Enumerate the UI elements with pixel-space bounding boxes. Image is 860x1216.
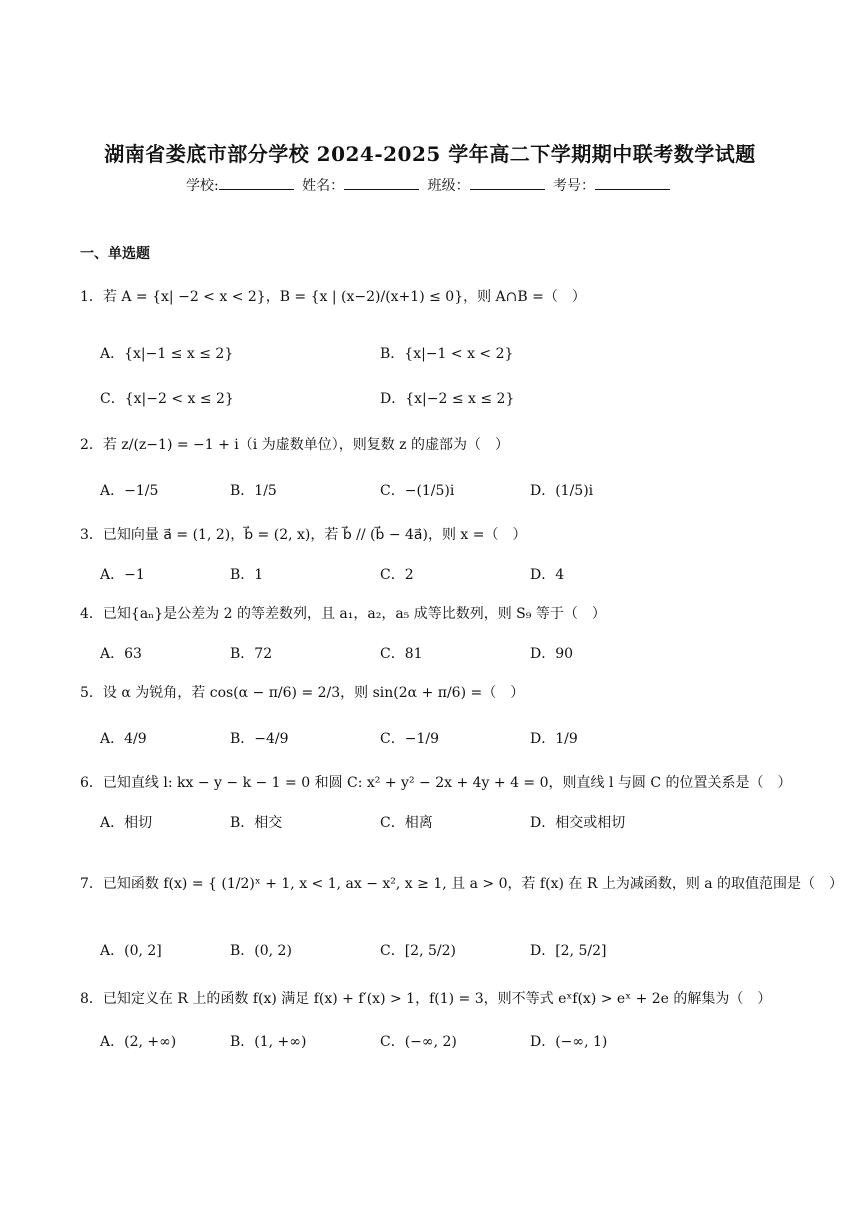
- question-5-number: 5．: [80, 685, 103, 701]
- q4-option-d: D．90: [530, 646, 574, 662]
- field-class-label: 班级：: [427, 178, 470, 194]
- question-6-number: 6．: [80, 775, 103, 791]
- question-8-number: 8．: [80, 991, 103, 1007]
- q2-option-c: C．−(1/5)i: [380, 483, 455, 499]
- section-title: 一、单选题: [80, 246, 150, 262]
- field-class-blank: [470, 177, 545, 190]
- q7-option-c: C．[2, 5/2): [380, 943, 456, 959]
- question-3: [80, 524, 527, 544]
- field-name-label: 姓名：: [302, 178, 345, 194]
- q6-option-c: C．相离: [380, 815, 433, 831]
- field-school-blank: [219, 177, 294, 190]
- q8-option-d: D．(−∞, 1): [530, 1034, 608, 1050]
- question-4-number: 4．: [80, 606, 103, 622]
- question-4-stem: 已知{aₙ}是公差为 2 的等差数列，且 a₁，a₂，a₅ 成等比数列，则 S₉ 等于（ ）: [102, 606, 606, 622]
- q7-option-d: D．[2, 5/2]: [530, 943, 607, 959]
- q8-option-c: C．(−∞, 2): [380, 1034, 457, 1050]
- q4-option-a: A．63: [100, 646, 142, 662]
- q4-option-b: B．72: [230, 646, 273, 662]
- student-info-line: [0, 175, 860, 195]
- q2-option-d: D．(1/5)i: [530, 483, 594, 499]
- question-5: [80, 682, 524, 702]
- q1-option-a: A．{x|−1 ≤ x ≤ 2}: [100, 346, 234, 362]
- q6-option-b: B．相交: [230, 815, 283, 831]
- question-1-stem: 若 A = {x| −2 < x < 2}，B = {x | (x−2)/(x+1) ≤ 0}，则 A∩B =（ ）: [102, 289, 586, 305]
- q7-option-b: B．(0, 2): [230, 943, 292, 959]
- field-name-blank: [344, 177, 419, 190]
- field-exam-number-label: 考号：: [553, 178, 596, 194]
- q3-option-d: D．4: [530, 567, 565, 583]
- question-8-stem: 已知定义在 R 上的函数 f(x) 满足 f(x) + f′(x) > 1，f(1) = 3，则不等式 eˣf(x) > eˣ + 2e 的解集为（ ）: [102, 991, 772, 1007]
- q7-option-a: A．(0, 2]: [100, 943, 162, 959]
- question-3-number: 3．: [80, 527, 103, 543]
- q2-option-a: A．−1/5: [100, 483, 159, 499]
- question-8: [80, 988, 771, 1008]
- q2-option-b: B．1/5: [230, 483, 277, 499]
- q4-option-c: C．81: [380, 646, 423, 662]
- field-exam-number-blank: [595, 177, 670, 190]
- question-3-stem: 已知向量 a⃗ = (1, 2)，b⃗ = (2, x)，若 b⃗ // (b⃗ − 4a⃗)，则 x =（ ）: [102, 527, 527, 543]
- q5-option-a: A．4/9: [100, 731, 147, 747]
- question-7: [80, 873, 843, 893]
- question-2-number: 2．: [80, 437, 103, 453]
- q6-option-a: A．相切: [100, 815, 153, 831]
- q5-option-c: C．−1/9: [380, 731, 439, 747]
- q3-option-b: B．1: [230, 567, 264, 583]
- field-school-label: 学校:: [185, 178, 219, 194]
- question-6-stem: 已知直线 l: kx − y − k − 1 = 0 和圆 C: x² + y² − 2x + 4y + 4 = 0，则直线 l 与圆 C 的位置关系是（ ）: [102, 775, 792, 791]
- question-4: [80, 603, 606, 623]
- q5-option-b: B．−4/9: [230, 731, 289, 747]
- q6-option-d: D．相交或相切: [530, 815, 626, 831]
- q3-option-a: A．−1: [100, 567, 145, 583]
- page-title: 湖南省娄底市部分学校 2024-2025 学年高二下学期期中联考数学试题: [104, 142, 756, 166]
- q8-option-a: A．(2, +∞): [100, 1034, 177, 1050]
- question-5-stem: 设 α 为锐角，若 cos(α − π/6) = 2/3，则 sin(2α + π/6) =（ ）: [102, 685, 525, 701]
- q1-option-b: B．{x|−1 < x < 2}: [380, 346, 514, 362]
- question-2: [80, 434, 509, 454]
- question-1: [80, 286, 586, 306]
- q1-option-c: C．{x|−2 < x ≤ 2}: [100, 391, 234, 407]
- question-2-stem: 若 z/(z−1) = −1 + i（i 为虚数单位），则复数 z 的虚部为（ ）: [102, 437, 509, 453]
- q1-option-d: D．{x|−2 ≤ x ≤ 2}: [380, 391, 515, 407]
- q8-option-b: B．(1, +∞): [230, 1034, 307, 1050]
- question-6: [80, 772, 792, 792]
- question-7-stem: 已知函数 f(x) = { (1/2)ˣ + 1, x < 1, ax − x², x ≥ 1, 且 a > 0，若 f(x) 在 R 上为减函数，则 a 的取值范围是（ ）: [102, 876, 844, 892]
- q3-option-c: C．2: [380, 567, 414, 583]
- question-7-number: 7．: [80, 876, 103, 892]
- q5-option-d: D．1/9: [530, 731, 578, 747]
- question-1-number: 1．: [80, 289, 103, 305]
